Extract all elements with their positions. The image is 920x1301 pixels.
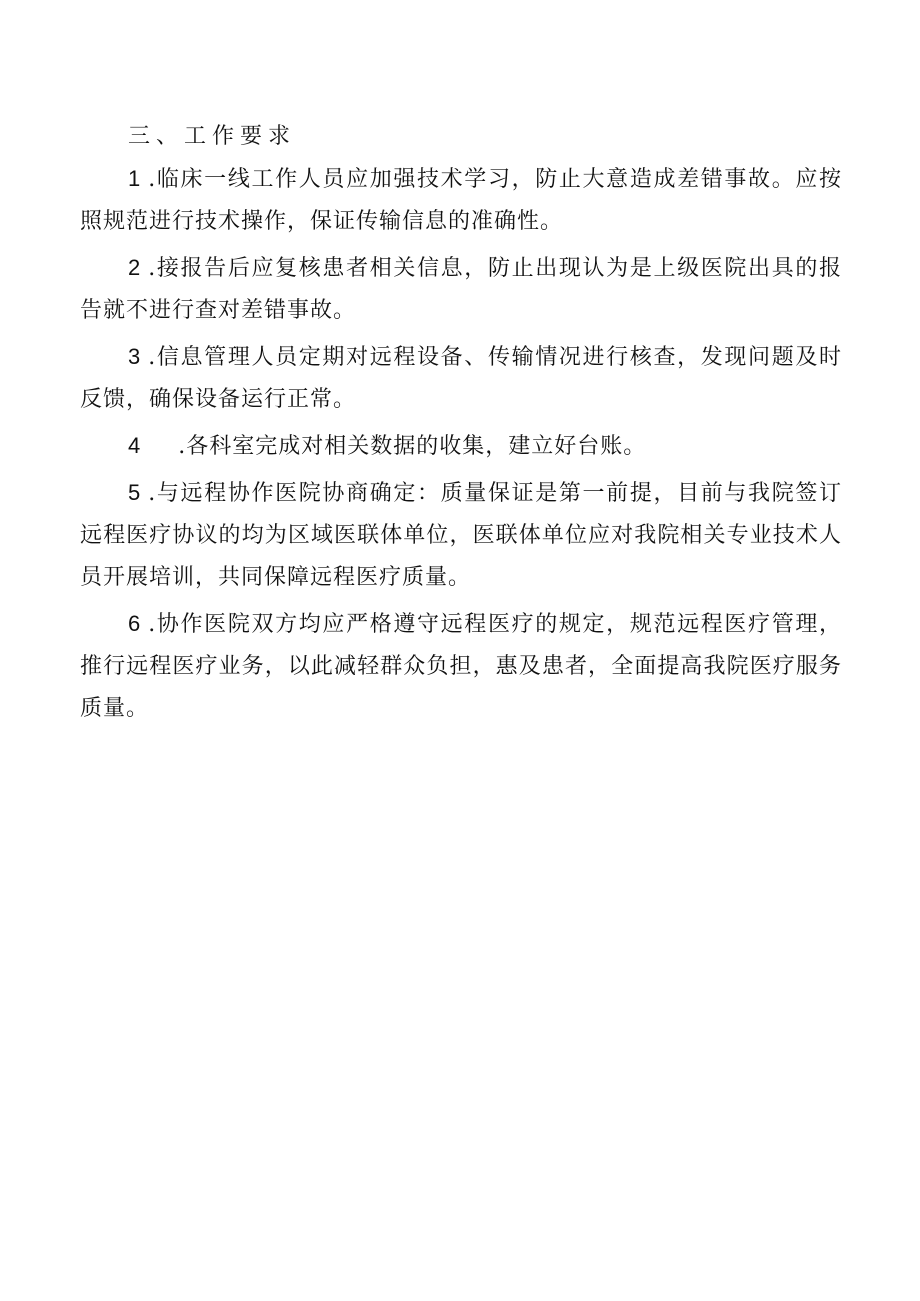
- item-text: .与远程协作医院协商确定：质量保证是第一前提，目前与我院签订远程医疗协议的均为区域医联体单位，医联体单位应对我院相关专业技术人员开展培训，共同保障远程医疗质量。: [80, 481, 842, 590]
- item-number: 3: [128, 344, 141, 369]
- list-item: [80, 336, 842, 421]
- item-number: 4: [128, 433, 141, 458]
- item-text: .信息管理人员定期对远程设备、传输情况进行核查，发现问题及时反馈，确保设备运行正常。: [80, 345, 842, 412]
- item-text: .接报告后应复核患者相关信息，防止出现认为是上级医院出具的报告就不进行查对差错事故。: [80, 256, 842, 323]
- list-item: [80, 158, 842, 243]
- list-item: [80, 603, 842, 730]
- item-number: 6: [128, 611, 141, 636]
- document-body: [80, 116, 842, 734]
- item-number: 5: [128, 480, 141, 505]
- item-text: .协作医院双方均应严格遵守远程医疗的规定，规范远程医疗管理，推行远程医疗业务，以此减轻群众负担，惠及患者，全面提高我院医疗服务质量。: [80, 612, 842, 721]
- item-text: .各科室完成对相关数据的收集，建立好台账。: [178, 434, 647, 459]
- item-number: 1: [128, 166, 141, 191]
- list-item: [80, 425, 842, 468]
- section-heading: 三、工作要求: [128, 124, 297, 149]
- item-number: 2: [128, 255, 141, 280]
- item-text: .临床一线工作人员应加强技术学习，防止大意造成差错事故。应按照规范进行技术操作，保证传输信息的准确性。: [80, 167, 842, 234]
- list-item: [80, 247, 842, 332]
- list-item: [80, 472, 842, 599]
